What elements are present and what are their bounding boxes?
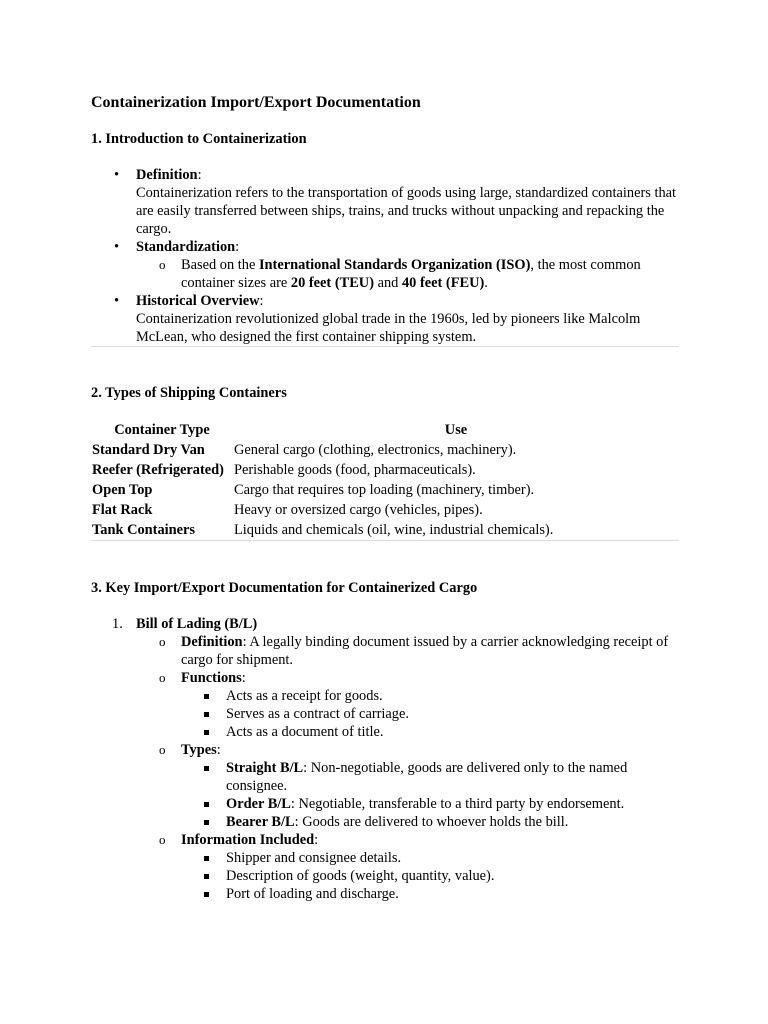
standardization-label: Standardization	[136, 239, 236, 255]
section-3-heading: 3. Key Import/Export Documentation for Containerized Cargo	[91, 580, 478, 596]
type-text: : Goods are delivered to whoever holds the bill.	[294, 814, 569, 830]
info-sublist	[181, 849, 679, 903]
list-item-iso	[136, 256, 679, 292]
definition-text: Containerization refers to the transportation of goods using large, standardized containers that are easily transferred between ships, trains, and trucks without unpacking and repacking the cargo.	[136, 185, 677, 237]
list-item-bill-of-lading	[91, 615, 679, 903]
functions-sublist	[181, 687, 679, 741]
list-item	[181, 795, 679, 813]
section-divider	[91, 346, 679, 347]
bol-definition-label: Definition	[181, 634, 243, 650]
list-item: Description of goods (weight, quantity, value).	[181, 867, 679, 885]
table-bottom-rule	[91, 540, 679, 541]
info-colon: :	[314, 832, 319, 848]
document-title: Containerization Import/Export Documentation	[91, 94, 421, 111]
container-use-cell: Perishable goods (food, pharmaceuticals).	[234, 462, 476, 478]
type-text: : Non-negotiable, goods are delivered only to the named consignee.	[226, 760, 628, 794]
history-text: Containerization revolutionized global trade in the 1960s, led by pioneers like Malcolm McLean, who designed the first container shipping system.	[136, 311, 641, 345]
table-row	[91, 480, 679, 500]
type-text: : Negotiable, transferable to a third party by endorsement.	[290, 796, 625, 812]
bol-label: Bill of Lading (B/L)	[136, 616, 258, 632]
definition-label: Definition	[136, 167, 198, 183]
section-1-heading: 1. Introduction to Containerization	[91, 131, 307, 147]
table-row	[91, 460, 679, 480]
list-item: Serves as a contract of carriage.	[181, 705, 679, 723]
iso-text-1: Based on the	[181, 257, 259, 273]
container-use-cell: Heavy or oversized cargo (vehicles, pipes).	[234, 502, 483, 518]
list-item	[181, 813, 679, 831]
iso-text-3: and	[374, 275, 402, 291]
functions-label: Functions	[181, 670, 242, 686]
container-use-cell: General cargo (clothing, electronics, machinery).	[234, 442, 517, 458]
documentation-list	[91, 615, 679, 903]
column-header-use: Use	[444, 422, 468, 438]
definition-colon: :	[197, 167, 202, 183]
column-header-type: Container Type	[114, 422, 210, 438]
bol-definition-text: : A legally binding document issued by a carrier acknowledging receipt of cargo for shipment.	[181, 634, 669, 668]
types-label: Types	[181, 742, 217, 758]
iso-text-2: , the most common container sizes are	[181, 257, 641, 291]
container-type-cell: Tank Containers	[92, 522, 196, 538]
container-type-cell: Open Top	[92, 482, 153, 498]
list-item	[181, 759, 679, 795]
history-label: Historical Overview	[136, 293, 260, 309]
types-colon: :	[216, 742, 221, 758]
container-use-cell: Cargo that requires top loading (machinery, timber).	[234, 482, 535, 498]
standardization-colon: :	[235, 239, 240, 255]
list-item-definition	[91, 166, 679, 238]
teu-bold: 20 feet (TEU)	[290, 275, 374, 291]
table-row	[91, 440, 679, 460]
container-type-cell: Reefer (Refrigerated)	[92, 462, 224, 478]
container-use-cell: Liquids and chemicals (oil, wine, industrial chemicals).	[234, 522, 554, 538]
list-item-standardization	[91, 238, 679, 292]
functions-colon: :	[241, 670, 246, 686]
standardization-sublist	[136, 256, 679, 292]
list-item: Port of loading and discharge.	[181, 885, 679, 903]
type-label: Straight B/L	[226, 760, 304, 776]
list-item: Acts as a document of title.	[181, 723, 679, 741]
list-item-bol-types	[136, 741, 679, 831]
list-item-bol-definition	[136, 633, 679, 669]
section-2-heading: 2. Types of Shipping Containers	[91, 385, 287, 401]
table-row	[91, 520, 679, 540]
type-label: Bearer B/L	[226, 814, 295, 830]
list-item-bol-info	[136, 831, 679, 903]
list-number: 1.	[112, 616, 123, 632]
document-content	[91, 92, 679, 903]
container-types-table	[91, 420, 679, 540]
iso-bold: International Standards Organization (ISO)	[258, 257, 531, 273]
history-colon: :	[259, 293, 264, 309]
bol-sublist	[136, 633, 679, 903]
info-label: Information Included	[181, 832, 315, 848]
table-header-row	[91, 420, 679, 440]
feu-bold: 40 feet (FEU)	[401, 275, 485, 291]
iso-text-4: .	[484, 275, 488, 291]
list-item-history	[91, 292, 679, 346]
container-type-cell: Standard Dry Van	[92, 442, 205, 458]
type-label: Order B/L	[226, 796, 291, 812]
section-1-list	[91, 166, 679, 346]
table-row	[91, 500, 679, 520]
list-item-bol-functions	[136, 669, 679, 741]
container-type-cell: Flat Rack	[92, 502, 153, 518]
types-sublist	[181, 759, 679, 831]
list-item: Shipper and consignee details.	[181, 849, 679, 867]
list-item: Acts as a receipt for goods.	[181, 687, 679, 705]
